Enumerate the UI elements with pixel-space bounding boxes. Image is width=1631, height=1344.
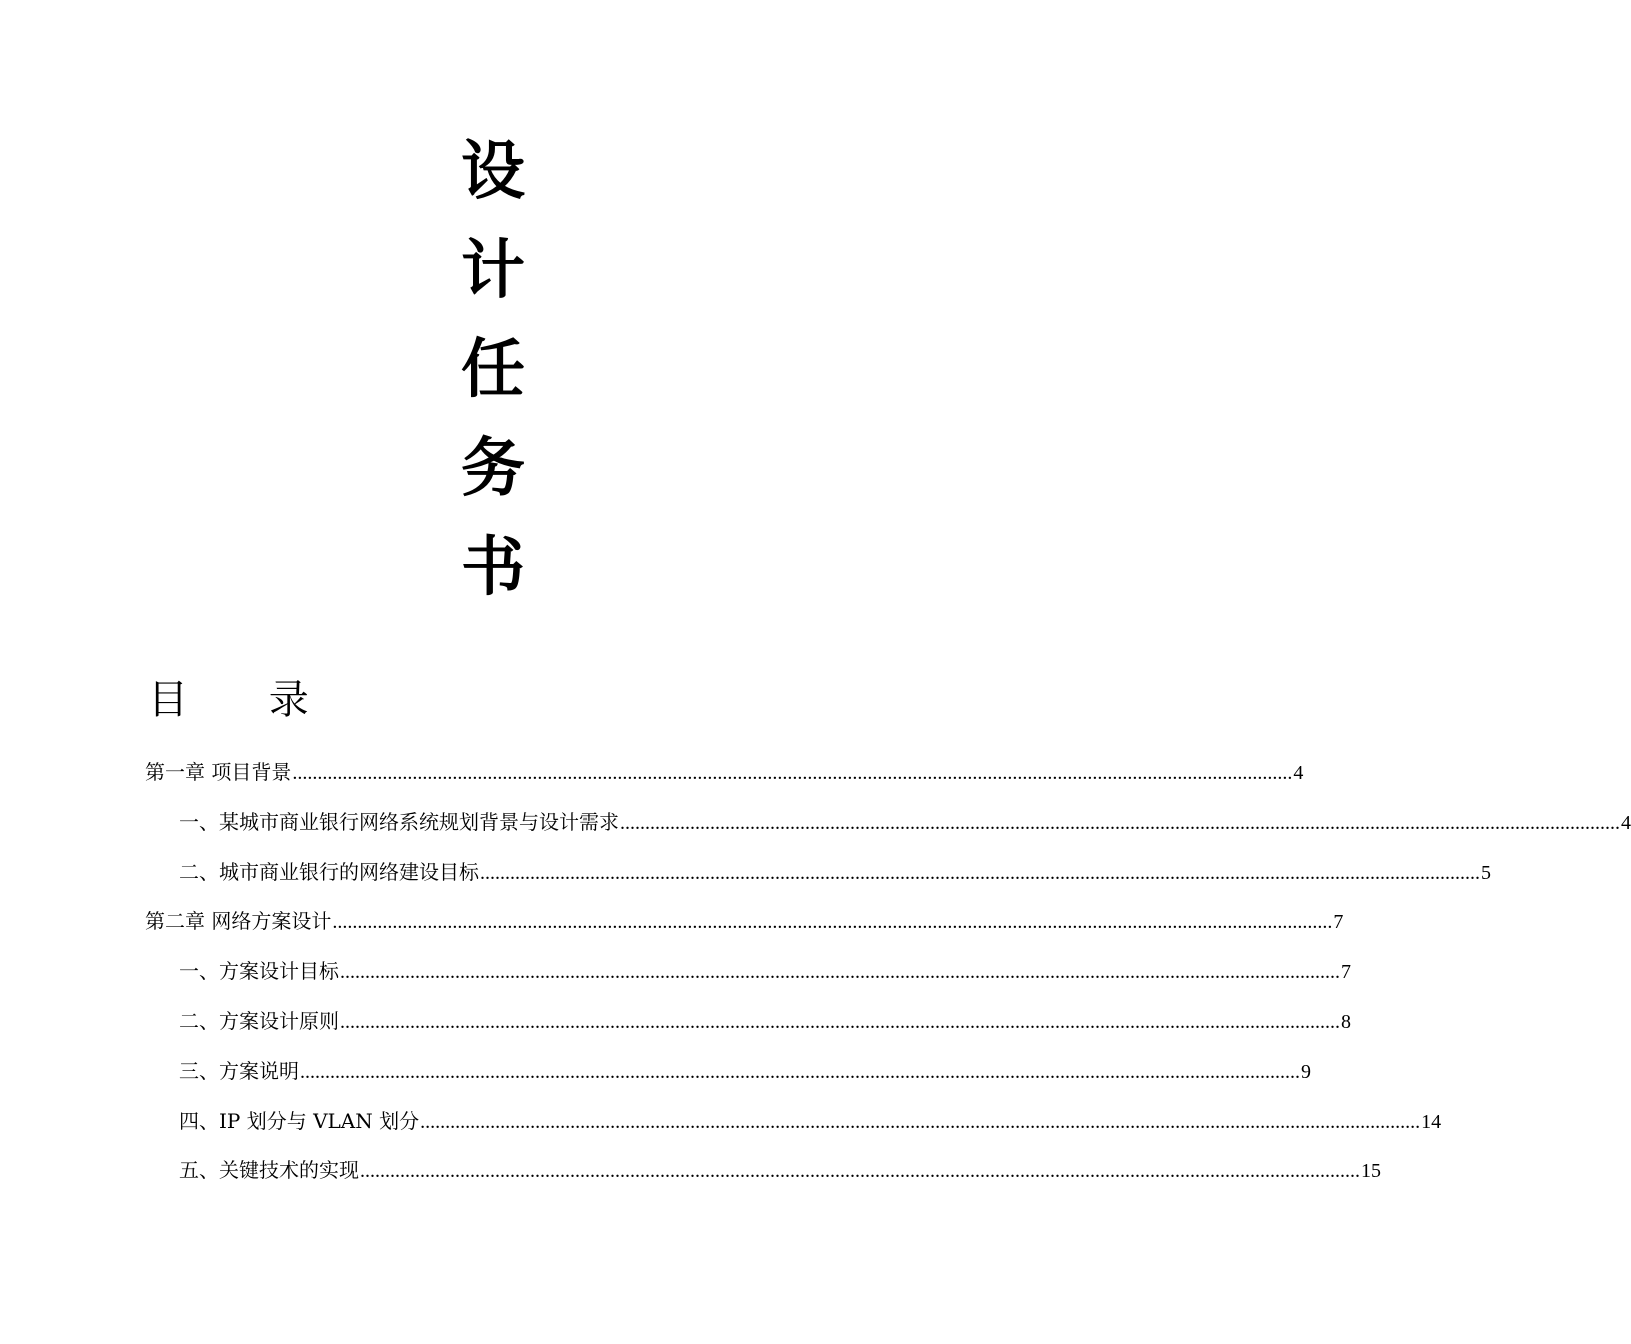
title-char: 务 [461,432,525,506]
toc-entry-text: 四、IP 划分与 VLAN 划分 [179,1108,420,1133]
toc-entry-text: 二、方案设计原则 [179,1008,339,1033]
table-of-contents [145,757,1631,1205]
toc-entry-section[interactable] [145,1155,1381,1205]
toc-entry-chapter-2[interactable] [145,906,1344,956]
title-char: 书 [461,531,525,605]
toc-entry-section[interactable] [145,857,1491,907]
toc-leader-dots: ........................................................................................................................................................................................................ [340,961,1340,984]
toc-entry-text: 一、方案设计目标 [179,959,339,984]
toc-page-number: 9 [1301,1060,1311,1083]
toc-leader-dots: ........................................................................................................................................................................................................ [360,1160,1360,1183]
toc-page-number: 14 [1421,1110,1442,1133]
toc-entry-text: 二、城市商业银行的网络建设目标 [179,859,479,884]
toc-entry-text: 一、某城市商业银行网络系统规划背景与设计需求 [179,809,619,834]
toc-entry-text: 五、关键技术的实现 [179,1158,359,1183]
toc-leader-dots: ........................................................................................................................................................................................................ [332,911,1333,934]
toc-page-number: 5 [1481,861,1491,884]
toc-heading: 目 录 [148,677,343,723]
toc-entry-section[interactable] [145,1056,1311,1106]
toc-leader-dots: ........................................................................................................................................................................................................ [300,1060,1300,1083]
toc-leader-dots: ........................................................................................................................................................................................................ [620,811,1620,834]
title-char: 任 [461,333,525,407]
toc-page-number: 7 [1333,911,1344,934]
toc-entry-text: 第一章 项目背景 [145,760,292,784]
toc-entry-section[interactable] [145,1006,1351,1056]
toc-page-number: 15 [1361,1160,1381,1183]
toc-leader-dots: ........................................................................................................................................................................................................ [420,1110,1421,1133]
title-char: 设 [461,135,525,209]
toc-entry-section[interactable] [145,807,1631,857]
toc-page-number: 7 [1341,961,1351,984]
toc-leader-dots: ........................................................................................................................................................................................................ [480,861,1480,884]
toc-entry-section[interactable] [145,1106,1442,1156]
toc-leader-dots: ........................................................................................................................................................................................................ [340,1010,1340,1033]
toc-entry-chapter-1[interactable] [145,757,1304,807]
toc-leader-dots: ........................................................................................................................................................................................................ [292,762,1293,784]
title-char: 计 [461,234,525,308]
toc-page-number: 4 [1621,811,1631,834]
toc-page-number: 4 [1293,762,1304,784]
toc-entry-text: 三、方案说明 [179,1058,299,1083]
toc-page-number: 8 [1341,1010,1351,1033]
document-title [430,135,556,635]
toc-entry-text: 第二章 网络方案设计 [145,909,332,934]
toc-entry-section[interactable] [145,956,1351,1006]
